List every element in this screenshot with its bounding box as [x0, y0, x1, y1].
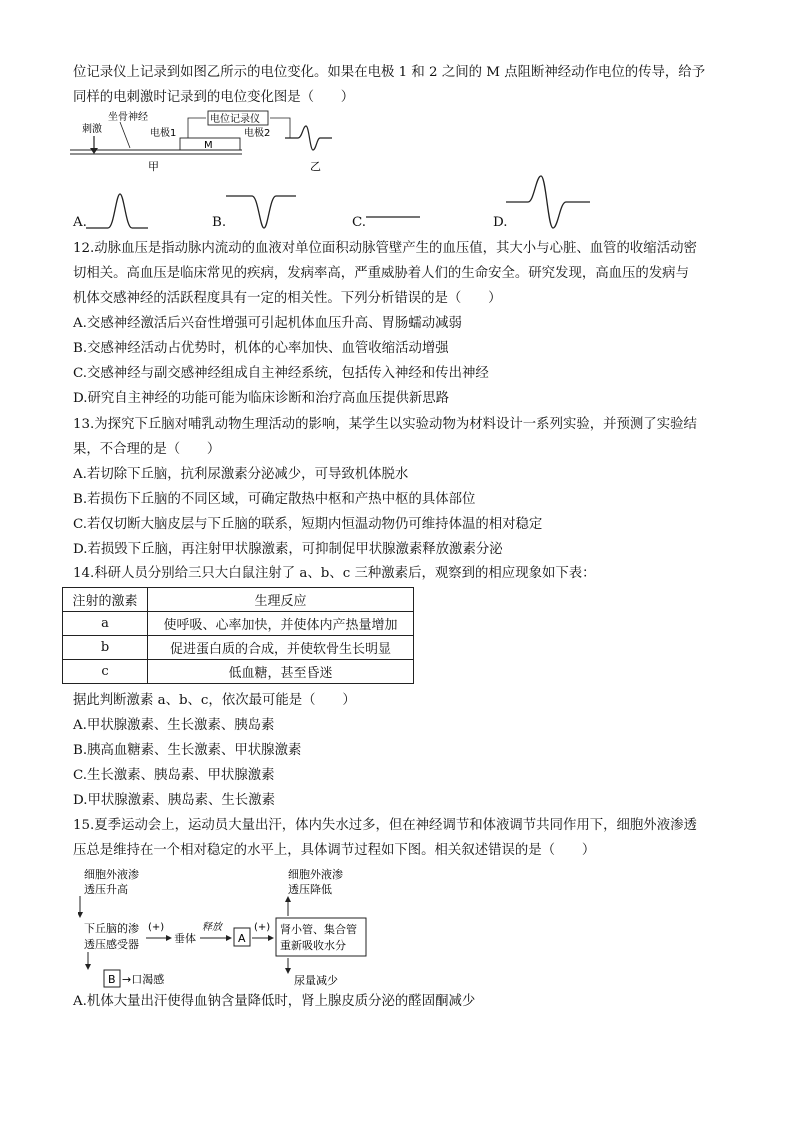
- table-cell: 促进蛋白质的合成，并使软骨生长明显: [148, 636, 414, 660]
- table-header-row: [63, 588, 414, 612]
- q11-wave-d: [506, 172, 596, 232]
- q15-figure: [78, 866, 458, 988]
- q11-option-d: D.: [493, 215, 508, 230]
- q11-option-b: B.: [212, 215, 227, 230]
- q13-line2: 果，不合理的是（ ）: [73, 442, 221, 457]
- table-cell: 低血糖，甚至昏迷: [148, 660, 414, 684]
- q13-option-c: C.若仅切断大脑皮层与下丘脑的联系，短期内恒温动物仍可维持体温的相对稳定: [73, 517, 543, 532]
- kidney-text-1: 肾小管、集合管: [280, 923, 357, 936]
- electrode2-label: 电极2: [244, 128, 271, 139]
- pituitary-text: 垂体: [174, 932, 196, 945]
- q14-option-d: D.甲状腺激素、胰岛素、生长激素: [73, 793, 275, 808]
- table-cell: a: [63, 612, 148, 636]
- release-text: 释放: [202, 922, 222, 933]
- q13-option-d: D.若损毁下丘脑，再注射甲状腺激素，可抑制促甲状腺激素释放激素分泌: [73, 542, 503, 557]
- q12-line1: 12.动脉血压是指动脉内流动的血液对单位面积动脉管壁产生的血压值，其大小与心脏、血管的收缩活动密: [73, 241, 697, 256]
- q13-option-b: B.若损伤下丘脑的不同区域，可确定散热中枢和产热中枢的具体部位: [73, 492, 476, 507]
- q11-line1: 位记录仪上记录到如图乙所示的电位变化。如果在电极 1 和 2 之间的 M 点阻断神经动作电位的传导，给予: [73, 65, 706, 80]
- q12-option-c: C.交感神经与副交感神经组成自主神经系统，包括传入神经和传出神经: [73, 366, 489, 381]
- q13-option-a: A.若切除下丘脑，抗利尿激素分泌减少，可导致机体脱水: [73, 467, 409, 482]
- q11-wave-b: [226, 188, 306, 234]
- q12-line2: 切相关。高血压是临床常见的疾病，发病率高，严重威胁着人们的生命安全。研究发现，高血压的发病与: [73, 266, 689, 281]
- stim-label: 刺激: [82, 124, 102, 135]
- q14-table: [62, 587, 414, 684]
- yi-wave: [285, 126, 332, 150]
- q12-line3: 机体交感神经的活跃程度具有一定的相关性。下列分析错误的是（ ）: [73, 291, 502, 306]
- q15-option-a: A.机体大量出汗使得血钠含量降低时，肾上腺皮质分泌的醛固酮减少: [73, 994, 476, 1009]
- table-cell: c: [63, 660, 148, 684]
- table-row: [63, 660, 414, 684]
- q11-wave-a: [86, 188, 156, 234]
- hormone-a-label: A: [238, 932, 246, 945]
- q12-option-a: A.交感神经激活后兴奋性增强可引起机体血压升高、胃肠蠕动减弱: [73, 316, 462, 331]
- hypothalamus-text-1: 下丘脑的渗: [84, 922, 139, 935]
- plus-sign-1: (+): [148, 922, 165, 933]
- table-row: [63, 636, 414, 660]
- table-cell: 使呼吸、心率加快，并使体内产热量增加: [148, 612, 414, 636]
- table-header: 生理反应: [148, 588, 414, 612]
- q11-line2: 同样的电刺激时记录到的电位变化图是（ ）: [73, 90, 355, 105]
- q11-wave-c: [366, 212, 426, 222]
- electrode1-label: 电极1: [150, 128, 177, 139]
- q14-question: 据此判断激素 a、b、c，依次最可能是（ ）: [73, 693, 356, 708]
- q15-line1: 15.夏季运动会上，运动员大量出汗，体内失水过多，但在神经调节和体液调节共同作用下，细胞外液渗透: [73, 818, 697, 833]
- recorder-label: 电位记录仪: [210, 114, 260, 125]
- q15-line2: 压总是维持在一个相对稳定的水平上，具体调节过程如下图。相关叙述错误的是（ ）: [73, 843, 596, 858]
- q14-option-b: B.胰高血糖素、生长激素、甲状腺激素: [73, 743, 302, 758]
- osm-high-text-2: 透压升高: [84, 883, 128, 896]
- table-cell: b: [63, 636, 148, 660]
- thirst-text: →口渴感: [122, 973, 165, 986]
- m-label: M: [204, 140, 213, 151]
- yi-label: 乙: [310, 160, 321, 173]
- q14-option-a: A.甲状腺激素、生长激素、胰岛素: [73, 718, 275, 733]
- osm-low-text-2: 透压降低: [288, 883, 332, 896]
- nerve-label: 坐骨神经: [108, 112, 148, 123]
- table-row: [63, 612, 414, 636]
- q11-option-c: C.: [352, 215, 367, 230]
- hypothalamus-text-2: 透压感受器: [84, 938, 139, 951]
- q14-intro: 14.科研人员分别给三只大白鼠注射了 a、b、c 三种激素后，观察到的相应现象如下表：: [73, 566, 596, 581]
- osm-high-text-1: 细胞外液渗: [84, 868, 139, 881]
- q13-line1: 13.为探究下丘脑对哺乳动物生理活动的影响，某学生以实验动物为材料设计一系列实验，并预测了实验结: [73, 417, 697, 432]
- table-header: 注射的激素: [63, 588, 148, 612]
- osm-low-text-1: 细胞外液渗: [288, 868, 343, 881]
- jia-label: 甲: [148, 160, 159, 173]
- q14-option-c: C.生长激素、胰岛素、甲状腺激素: [73, 768, 275, 783]
- q11-figure: [70, 108, 360, 174]
- q12-option-b: B.交感神经活动占优势时，机体的心率加快、血管收缩活动增强: [73, 341, 449, 356]
- q12-option-d: D.研究自主神经的功能可能为临床诊断和治疗高血压提供新思路: [73, 391, 450, 406]
- plus-sign-2: (+): [254, 922, 271, 933]
- kidney-text-2: 重新吸收水分: [280, 939, 346, 952]
- structure-b-label: B: [108, 973, 116, 986]
- q11-option-a: A.: [73, 215, 87, 230]
- urine-text: 尿量减少: [294, 974, 338, 987]
